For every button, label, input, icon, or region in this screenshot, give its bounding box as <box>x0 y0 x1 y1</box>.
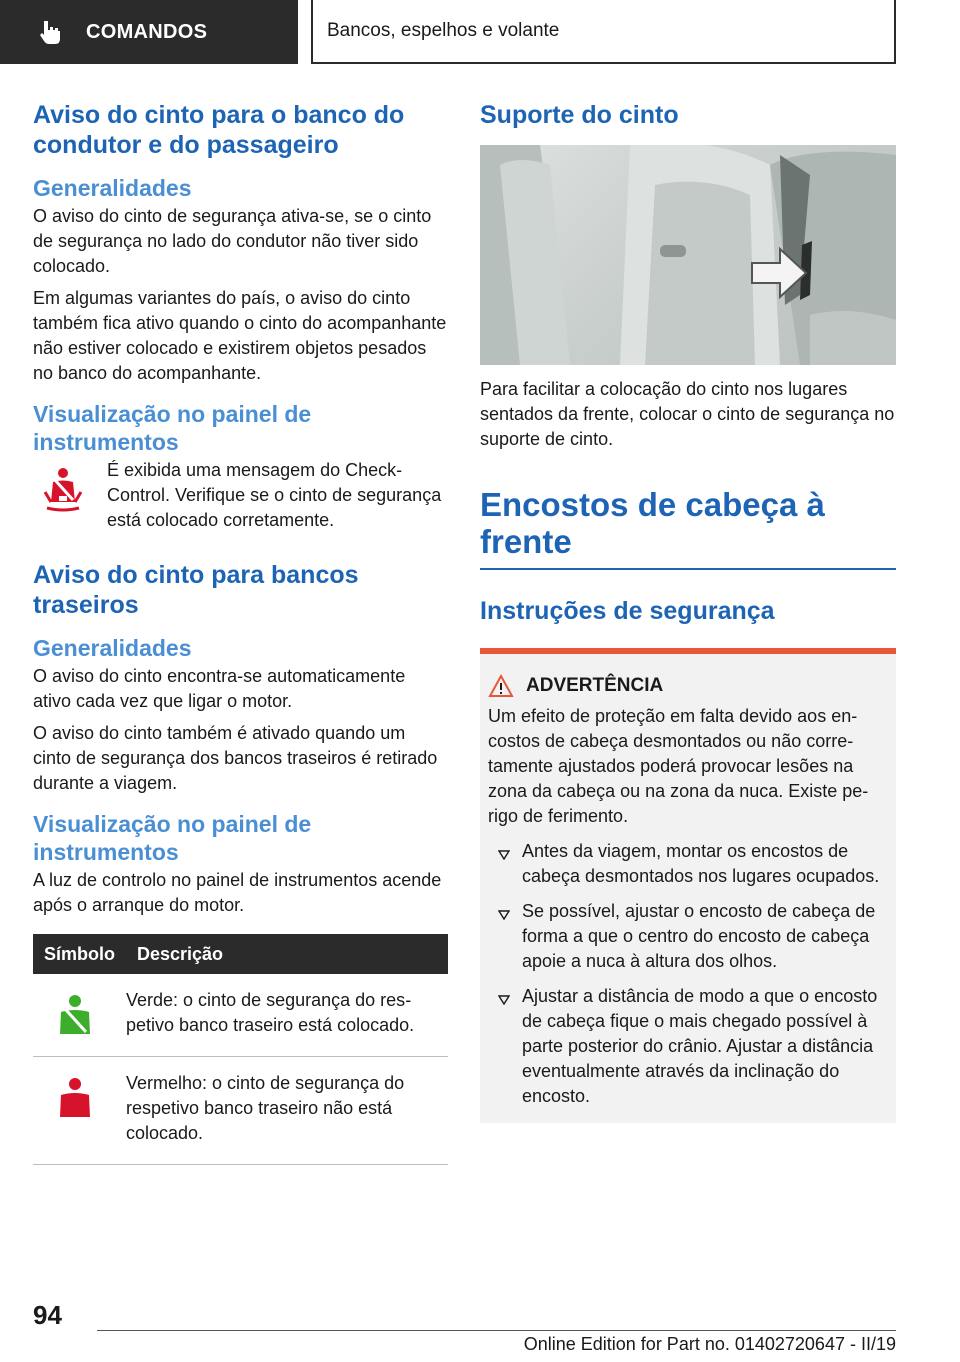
chapter-header <box>311 0 896 64</box>
list-item <box>488 899 884 974</box>
page-number: 94 <box>33 1300 62 1330</box>
chapter-title: Bancos, espelhos e volante <box>327 20 560 41</box>
column-header-description: Descrição <box>126 934 448 974</box>
column-header-symbol: Símbolo <box>33 934 126 974</box>
warning-item-3: Ajustar a distância de modo a que o encosto de cabeça fique o mais chegado possível à parte posterior do crânio. Ajustar a distância eventualmente através da inclinação do encosto. <box>522 985 878 1106</box>
warning-item-1: Antes da viagem, montar os encostos de cabeça desmontados nos lugares ocupados. <box>522 840 880 886</box>
right-column <box>480 100 896 1123</box>
seatbelt-green-icon <box>56 994 94 1036</box>
seatbelt-red-icon <box>56 1077 94 1119</box>
paragraph-general-1: O aviso do cinto de segurança ativa-se, se o cinto de segurança no lado do condutor não tiver sido colocado. <box>33 206 432 276</box>
footer-edition: Online Edition for Part no. 01402720647 - II/19 <box>523 1334 896 1354</box>
paragraph-general-3: O aviso do cinto encontra-se automaticamente ativo cada vez que ligar o motor. <box>33 666 406 711</box>
heading-front-belt-warning: Aviso do cinto para o banco do condutor e do passageiro <box>33 101 405 159</box>
heading-rear-belt-warning: Aviso do cinto para bancos traseiros <box>33 561 359 619</box>
heading-divider <box>480 568 896 570</box>
table-row <box>33 1057 448 1165</box>
heading-safety-instructions: Instruções de segurança <box>480 596 775 625</box>
section-tab <box>0 0 298 64</box>
list-item <box>488 839 884 889</box>
warning-header <box>488 674 884 698</box>
heading-general-1: Generalidades <box>33 175 192 201</box>
bullet-triangle-icon <box>498 995 510 1005</box>
table-row <box>33 974 448 1057</box>
heading-front-headrests: Encostos de cabeça à frente <box>480 486 825 560</box>
footer-divider <box>97 1330 896 1331</box>
seatbelt-warning-icon <box>43 466 83 516</box>
seat-belt-holder-photo <box>480 145 896 365</box>
warning-box <box>480 648 896 1123</box>
warning-triangle-icon <box>488 674 514 698</box>
warning-text: Um efeito de proteção em falta devido aos encostos de cabeça desmontados ou não corretamente ajustados poderá provocar lesões na zona da cabeça ou na zona da nuca. Existe perigo de ferimento. <box>488 705 869 826</box>
paragraph-check-control: É exibida uma mensagem do Check-Control. Verifique se o cinto de segurança está colocado corretamente. <box>107 460 442 530</box>
row-red-description: Vermelho: o cinto de segurança do respetivo banco traseiro não está colocado. <box>126 1057 448 1165</box>
bullet-triangle-icon <box>498 850 510 860</box>
heading-display-2: Visualização no painel de instrumentos <box>33 811 312 865</box>
warning-item-2: Se possível, ajustar o encosto de cabeça de forma a que o centro do encosto de cabeça apoie a nuca à altura dos olhos. <box>522 900 876 971</box>
heading-general-2: Generalidades <box>33 635 192 661</box>
section-title: COMANDOS <box>86 20 208 43</box>
symbol-table <box>33 934 448 1165</box>
heading-belt-holder: Suporte do cinto <box>480 101 679 129</box>
hand-pointer-icon <box>36 17 66 47</box>
paragraph-general-4: O aviso do cinto também é ativado quando um cinto de segurança dos bancos traseiros é retirado durante a viagem. <box>33 723 438 793</box>
list-item <box>488 984 884 1109</box>
seat-illustration <box>480 145 896 365</box>
bullet-triangle-icon <box>498 910 510 920</box>
paragraph-belt-holder: Para facilitar a colocação do cinto nos lugares sentados da frente, colocar o cinto de segurança no suporte de cinto. <box>480 379 895 449</box>
row-green-description: Verde: o cinto de segurança do respetivo banco traseiro está colocado. <box>126 974 448 1057</box>
heading-display-1: Visualização no painel de instrumentos <box>33 401 312 455</box>
indicator-row <box>33 458 448 533</box>
paragraph-general-2: Em algumas variantes do país, o aviso do cinto também fica ativo quando o cinto do acompanhante não estiver colocado e existirem objetos pesados no banco do acompanhante. <box>33 288 447 383</box>
warning-title: ADVERTÊNCIA <box>526 674 664 696</box>
paragraph-control-light: A luz de controlo no painel de instrumentos acende após o arranque do motor. <box>33 870 442 915</box>
left-column <box>33 100 448 1165</box>
